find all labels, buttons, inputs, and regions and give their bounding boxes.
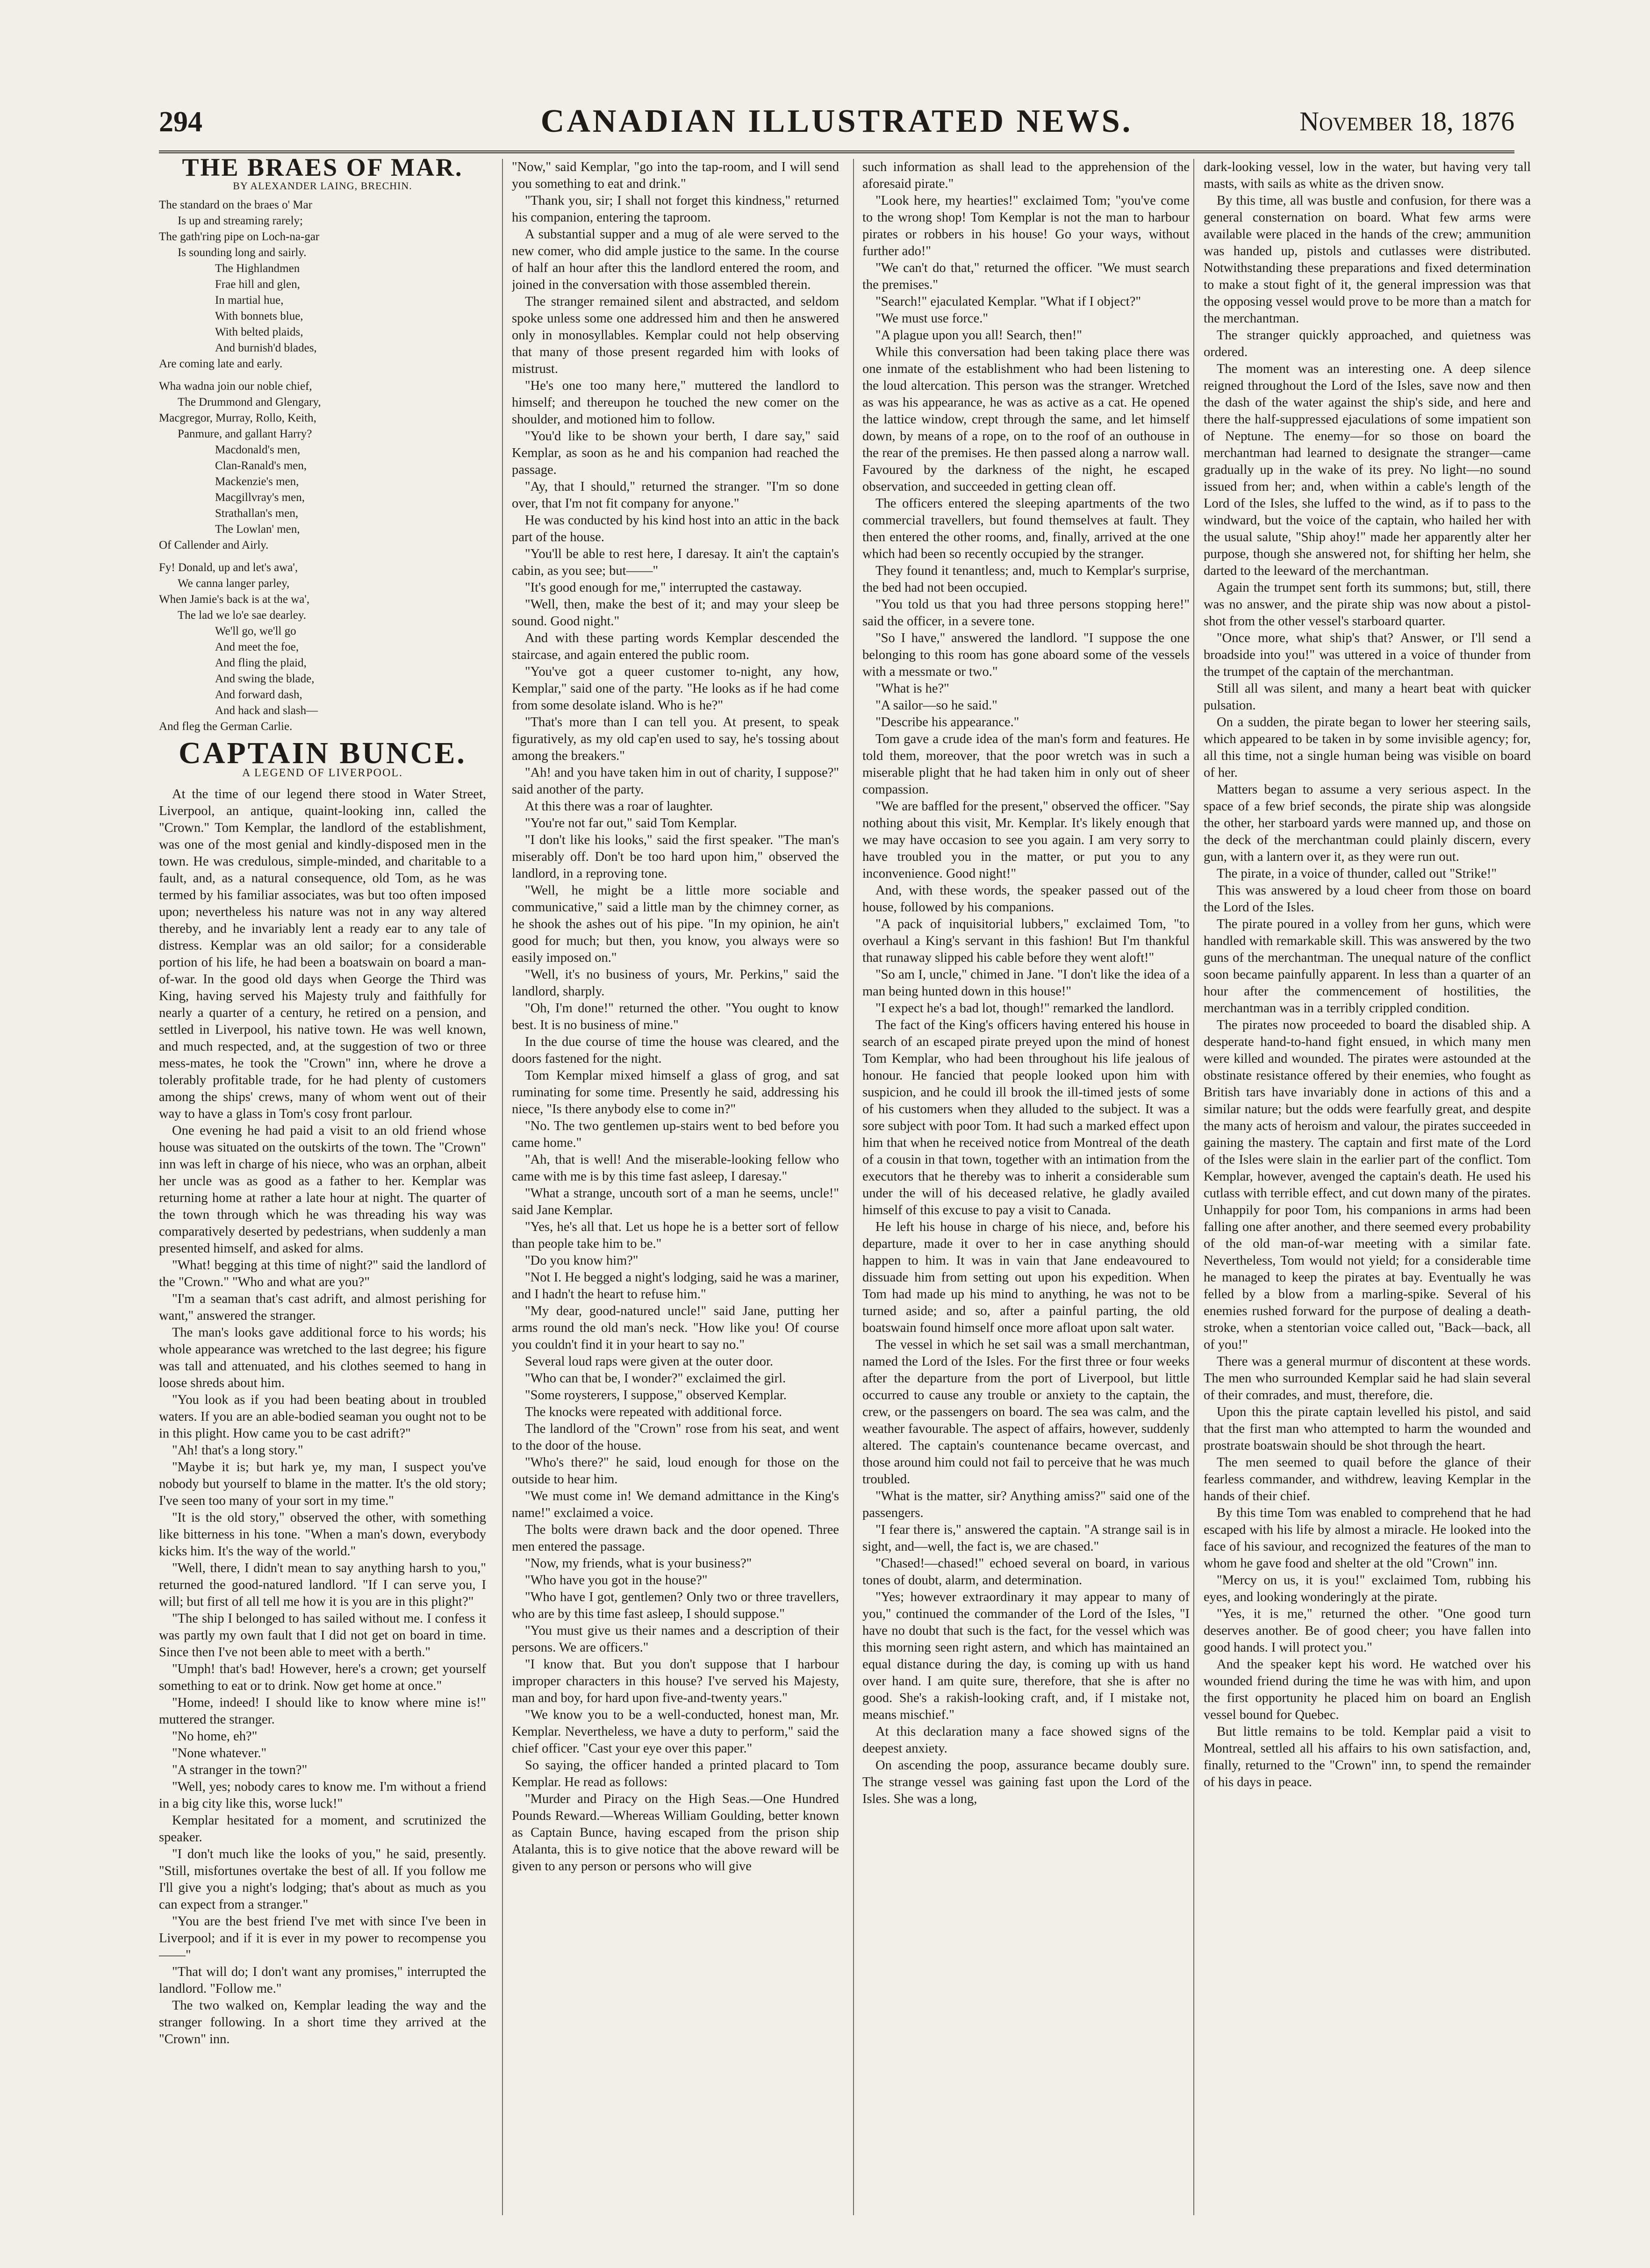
paragraph: "You told us that you had three persons stopping here!" said the officer, in a severe tone. <box>862 597 1190 629</box>
paragraph: "Ah, that is well! And the miserable-looking fellow who came with me is by this time fast asleep, I daresay." <box>512 1152 839 1184</box>
paragraph: The bolts were drawn back and the door opened. Three men entered the passage. <box>512 1523 839 1554</box>
paragraph: One evening he had paid a visit to an old friend whose house was situated on the outskirts of the town. The "Crown" inn was left in charge of his niece, who was an orphan, albeit her uncle was as good as a father to her. Kemplar was returning home at rather a late hour at night. The quarter of the town through which he was threading his way was comparatively deserted by pedestrians, when suddenly a man presented himself, and asked for alms. <box>159 1123 486 1256</box>
paragraph: "Ah! that's a long story." <box>172 1443 303 1458</box>
paragraph: "Who have I got, gentlemen? Only two or three travellers, who are by this time fast asleep, I should suppose." <box>512 1590 839 1621</box>
paragraph: The knocks were repeated with additional force. <box>525 1405 782 1419</box>
paragraph: "A plague upon you all! Search, then!" <box>875 328 1082 343</box>
poem-stanza <box>159 197 486 372</box>
paragraph: "What is the matter, sir? Anything amiss?" said one of the passengers. <box>862 1489 1190 1520</box>
poem-line: Frae hill and glen, <box>215 278 300 291</box>
paragraph: "Umph! that's bad! However, here's a crown; get yourself something to eat or to drink. Now get home at once." <box>159 1662 486 1693</box>
paragraph: "I expect he's a bad lot, though!" remarked the landlord. <box>875 1001 1174 1016</box>
paragraph: "What is he?" <box>875 681 949 696</box>
poem-line: And swing the blade, <box>215 673 315 685</box>
poem-line: And burnish'd blades, <box>215 342 317 354</box>
poem-line: And fleg the German Carlie. <box>159 720 293 733</box>
poem-line: We canna langer parley, <box>178 577 290 590</box>
poem-line: Are coming late and early. <box>159 358 283 370</box>
paragraph: "Maybe it is; but hark ye, my man, I suspect you've nobody but yourself to blame in the matter. It's the old story; I've seen too many of your sort in my time." <box>159 1460 486 1508</box>
masthead: CANADIAN ILLUSTRATED NEWS. <box>540 103 1133 139</box>
paragraph: And the speaker kept his word. He watched over his wounded friend during the time he was with him, and upon the first opportunity he placed him on board an English vessel bound for Quebec. <box>1204 1657 1531 1722</box>
poem-line: In martial hue, <box>215 294 284 307</box>
poem-line: Wha wadna join our noble chief, <box>159 380 312 393</box>
paragraph: "Search!" ejaculated Kemplar. "What if I object?" <box>875 294 1141 309</box>
paragraph: Several loud raps were given at the outer door. <box>525 1354 774 1369</box>
paragraph: "You must give us their names and a description of their persons. We are officers." <box>512 1624 839 1655</box>
column-1 <box>159 159 486 2215</box>
paragraph: "Ah! and you have taken him in out of charity, I suppose?" said another of the party. <box>512 766 839 797</box>
issue-date: November 18, 1876 <box>1299 106 1514 136</box>
poem-line: And hack and slash— <box>215 704 318 717</box>
paragraph: The vessel in which he set sail was a small merchantman, named the Lord of the Isles. For the first three or four weeks after the departure from the port of Liverpool, but little occurred to cause any trouble or anxiety to the captain, the crew, or the passengers on board. The sea was calm, and the weather favourable. The aspect of affairs, however, suddenly altered. The captain's countenance became overcast, and those around him could not fail to perceive that he was much troubled. <box>862 1338 1190 1487</box>
poem-line: The Drummond and Glengary, <box>178 396 321 408</box>
paragraph: dark-looking vessel, low in the water, but having very tall masts, with sails as white as the driven snow. <box>1204 160 1531 191</box>
paragraph: "A stranger in the town?" <box>172 1763 308 1777</box>
paragraph: "Once more, what ship's that? Answer, or I'll send a broadside into you!" was uttered in a voice of thunder from the trumpet of the captain of the merchantman. <box>1204 631 1531 679</box>
poem-line: The lad we lo'e sae dearley. <box>178 609 306 622</box>
paragraph: They found it tenantless; and, much to Kemplar's surprise, the bed had not been occupied. <box>862 564 1190 595</box>
paragraph: "A pack of inquisitorial lubbers," exclaimed Tom, "to overhaul a King's servant in this fashion! But I'm thankful that runaway slipped his cable before they went aloft!" <box>862 917 1190 965</box>
paragraph: such information as shall lead to the apprehension of the aforesaid pirate." <box>862 160 1190 191</box>
paragraph: And with these parting words Kemplar descended the staircase, and again entered the public room. <box>512 631 839 662</box>
poem-line: The gath'ring pipe on Loch-na-gar <box>159 230 320 243</box>
paragraph: The men seemed to quail before the glance of their fearless commander, and withdrew, leaving Kemplar in the hands of their chief. <box>1204 1455 1531 1503</box>
paragraph: The moment was an interesting one. A deep silence reigned throughout the Lord of the Isles, save now and then the dash of the water against the ship's side, and here and there the half-suppressed ejaculations of some impatient son of Neptune. The enemy—for so those on board the merchantman had learned to designate the stranger—came gradually up in the wake of its prey. No light—no sound issued from her; and, when within a cable's length of the Lord of the Isles, she luffed to the wind, as if to pass to the windward, but the voice of the captain, who hailed her with the usual salute, "Ship ahoy!" made her apparently alter her purpose, though she answered not, for shifting her helm, she darted to the leeward of the merchantman. <box>1204 362 1531 578</box>
poem-line: Is up and streaming rarely; <box>178 215 303 227</box>
paragraph: "Well, it's no business of yours, Mr. Perkins," said the landlord, sharply. <box>512 967 839 999</box>
paragraph: "Now," said Kemplar, "go into the tap-room, and I will send you something to eat and drink." <box>512 160 839 191</box>
poem-line: Fy! Donald, up and let's awa', <box>159 561 298 574</box>
paragraph: By this time, all was bustle and confusion, for there was a general consternation on board. What few arms were available were placed in the hands of the crew; ammunition was handed up, pistols and cutlasses were distributed. Notwithstanding these preparations and fixed determination to make a stout fight of it, the general impression was that the opposing vessel would prove to be more than a match for the merchantman. <box>1204 193 1531 326</box>
poem-title: THE BRAES OF MAR. <box>182 159 463 181</box>
poem-stanza <box>159 379 486 553</box>
paragraph: "Well, yes; nobody cares to know me. I'm without a friend in a big city like this, worse luck!" <box>159 1780 486 1811</box>
paragraph: And, with these words, the speaker passed out of the house, followed by his companions. <box>862 883 1190 915</box>
paragraph: "That will do; I don't want any promises," interrupted the landlord. "Follow me." <box>159 1965 486 1996</box>
paragraph: Tom gave a crude idea of the man's form and features. He told them, moreover, that the poor wretch was in such a miserable plight that he had taken him in only out of sheer compassion. <box>862 732 1190 797</box>
poem-line: Strathallan's men, <box>215 507 299 520</box>
paragraph: The officers entered the sleeping apartments of the two commercial travellers, but found themselves at fault. They then entered the other rooms, and, finally, arrived at the one which had been so recently occupied by the stranger. <box>862 496 1190 561</box>
paragraph: He left his house in charge of his niece, and, before his departure, made it over to her in case anything should happen to him. It was in vain that Jane endeavoured to dissuade him from setting out upon his expedition. When Tom had made up his mind to anything, he was not to be turned aside; and so, after a painful parting, the old boatswain found himself once more afloat upon salt water. <box>862 1220 1190 1335</box>
paragraph: "Mercy on us, it is you!" exclaimed Tom, rubbing his eyes, and looking wonderingly at the pirate. <box>1204 1573 1531 1604</box>
paragraph: "We must come in! We demand admittance in the King's name!" exclaimed a voice. <box>512 1489 839 1520</box>
paragraph: "Oh, I'm done!" returned the other. "You ought to know best. It is no business of mine." <box>512 1001 839 1032</box>
paragraph: "You look as if you had been beating about in troubled waters. If you are an able-bodied seaman you ought not to be in this plight. How came you to be cast adrift?" <box>159 1393 486 1441</box>
story-subtitle: A LEGEND OF LIVERPOOL. <box>242 767 403 779</box>
poem-line: Is sounding long and sairly. <box>178 246 307 259</box>
paragraph: "Who can that be, I wonder?" exclaimed the girl. <box>525 1371 786 1386</box>
paragraph: "None whatever." <box>172 1746 267 1760</box>
paragraph: While this conversation had been taking place there was one inmate of the establishment who had been listening to the loud altercation. This person was the stranger. Wretched as was his appearance, he was as active as a cat. He opened the lattice window, crept through the same, and let himself down, by means of a rope, on to the roof of an outhouse in the rear of the premises. He then passed along a narrow wall. Favoured by the darkness of the night, he escaped observation, and succeeded in getting clean off. <box>862 345 1190 494</box>
paragraph: "Who's there?" he said, loud enough for those on the outside to hear him. <box>512 1455 839 1487</box>
poem-line: Macdonald's men, <box>215 444 301 456</box>
poem-line: The standard on the braes o' Mar <box>159 199 313 211</box>
paragraph: Tom Kemplar mixed himself a glass of grog, and sat ruminating for some time. Presently he said, addressing his niece, "Is there anybody else to come in?" <box>512 1068 839 1116</box>
paragraph: "So I have," answered the landlord. "I suppose the one belonging to this room has gone aboard some of the vessels with a messmate or two." <box>862 631 1190 679</box>
paragraph: "So am I, uncle," chimed in Jane. "I don't like the idea of a man being hunted down in this house!" <box>862 967 1190 999</box>
paragraph: The pirate poured in a volley from her guns, which were handled with remarkable skill. This was answered by the two guns of the merchantman. The unequal nature of the conflict soon became painfully apparent. In less than a quarter of an hour after the commencement of hostilities, the merchantman was in a terribly crippled condition. <box>1204 917 1531 1016</box>
poem-line: Mackenzie's men, <box>215 475 299 488</box>
column-2 <box>512 159 839 2215</box>
column-3-text <box>862 159 1190 1808</box>
poem-line: Panmure, and gallant Harry? <box>178 428 312 440</box>
paragraph: "What! begging at this time of night?" said the landlord of the "Crown." "Who and what are you?" <box>159 1258 486 1289</box>
paragraph: "No. The two gentlemen up-stairs went to bed before you came home." <box>512 1119 839 1150</box>
poem-line: When Jamie's back is at the wa', <box>159 593 310 606</box>
page-header <box>159 99 1514 153</box>
poem-line: And meet the foe, <box>215 641 299 653</box>
paragraph: At this there was a roar of laughter. <box>525 799 713 814</box>
paragraph: Kemplar hesitated for a moment, and scrutinized the speaker. <box>159 1813 486 1845</box>
poem-line: Of Callender and Airly. <box>159 539 269 551</box>
paragraph: "Now, my friends, what is your business?" <box>525 1556 752 1571</box>
story-title: CAPTAIN BUNCE. <box>179 736 466 770</box>
poem-line: Macgregor, Murray, Rollo, Keith, <box>159 412 316 424</box>
paragraph: By this time Tom was enabled to comprehend that he had escaped with his life by almost a miracle. He looked into the face of his saviour, and recognized the features of the man to whom he gave food and shelter at the old "Crown" inn. <box>1204 1506 1531 1571</box>
paragraph: "Well, then, make the best of it; and may your sleep be sound. Good night." <box>512 597 839 629</box>
paragraph: "He's one too many here," muttered the landlord to himself; and thereupon he touched the new comer on the shoulder, and motioned him to follow. <box>512 379 839 427</box>
poem-stanza <box>159 560 486 735</box>
column-rule <box>853 159 854 2215</box>
paragraph: "Who have you got in the house?" <box>525 1573 708 1588</box>
column-3 <box>862 159 1190 2215</box>
paragraph: At this declaration many a face showed signs of the deepest anxiety. <box>862 1724 1190 1756</box>
paragraph: Again the trumpet sent forth its summons; but, still, there was no answer, and the pirate ship was now about a pistol-shot from the other vessel's starboard quarter. <box>1204 580 1531 629</box>
paragraph: "We know you to be a well-conducted, honest man, Mr. Kemplar. Nevertheless, we have a duty to perform," said the chief officer. "Cast your eye over this paper." <box>512 1708 839 1756</box>
paragraph: "A sailor—so he said." <box>875 698 997 713</box>
paragraph: "Ay, that I should," returned the stranger. "I'm so done over, that I'm not fit company for anyone." <box>512 479 839 511</box>
paragraph: "I don't like his looks," said the first speaker. "The man's miserably off. Don't be too hard upon him," observed the landlord, in a reproving tone. <box>512 833 839 881</box>
poem-line: And fling the plaid, <box>215 657 307 669</box>
poem-line: The Highlandmen <box>215 262 300 275</box>
paragraph: So saying, the officer handed a printed placard to Tom Kemplar. He read as follows: <box>512 1758 839 1789</box>
paragraph: "Look here, my hearties!" exclaimed Tom; "you've come to the wrong shop! Tom Kemplar is not the man to harbour pirates or robbers in his house! Go your ways, without further ado!" <box>862 193 1190 258</box>
paragraph: Matters began to assume a very serious aspect. In the space of a few brief seconds, the pirate ship was alongside the other, her starboard yards were manned up, and those on the deck of the merchantman could plainly discern, every gun, with a lantern over it, as they were run out. <box>1204 782 1531 864</box>
poem-line: Clan-Ranald's men, <box>215 459 307 472</box>
paragraph: "Yes; however extraordinary it may appear to many of you," continued the commander of the Lord of the Isles, "I have no doubt that such is the fact, for the vessel which was this morning seen right astern, and which has maintained an equal distance during the day, is coming up with us hand over hand. I am quite sure, therefore, that she is after no good. She's a rakish-looking craft, and, if I mistake not, means mischief." <box>862 1590 1190 1722</box>
paragraph: He was conducted by his kind host into an attic in the back part of the house. <box>512 513 839 544</box>
paragraph: "I'm a seaman that's cast adrift, and almost perishing for want," answered the stranger. <box>159 1292 486 1323</box>
paragraph: In the due course of time the house was cleared, and the doors fastened for the night. <box>512 1035 839 1066</box>
paragraph: The pirate, in a voice of thunder, called out "Strike!" <box>1217 866 1497 881</box>
column-rule <box>502 159 503 2215</box>
paragraph: The stranger quickly approached, and quietness was ordered. <box>1204 328 1531 359</box>
paragraph: "The ship I belonged to has sailed without me. I confess it was partly my own fault that I did not get on board in time. Since then I've not been able to meet with a berth." <box>159 1611 486 1660</box>
paragraph: "You'd like to be shown your berth, I dare say," said Kemplar, as soon as he and his companion had reached the passage. <box>512 429 839 477</box>
paragraph: "We must use force." <box>875 311 988 326</box>
poem-line: We'll go, we'll go <box>215 625 296 637</box>
column-4 <box>1204 159 1531 2215</box>
paragraph: "Thank you, sir; I shall not forget this kindness," returned his companion, entering the taproom. <box>512 193 839 225</box>
paragraph: "You've got a queer customer to-night, any how, Kemplar," said one of the party. "He looks as if he had come from some desolate island. Who is he?" <box>512 665 839 713</box>
paragraph: "We are baffled for the present," observed the officer. "Say nothing about this visit, Mr. Kemplar. It's likely enough that we may have occasion to see you again. I am very sorry to have troubled you in the matter, or put you to any inconvenience. Good night!" <box>862 799 1190 881</box>
paragraph: "Home, indeed! I should like to know where mine is!" muttered the stranger. <box>159 1696 486 1727</box>
paragraph: "My dear, good-natured uncle!" said Jane, putting her arms round the old man's neck. "How like you! Of course you couldn't find it in your heart to say no." <box>512 1304 839 1352</box>
paragraph: "You are the best friend I've met with since I've been in Liverpool; and if it is ever in my power to recompense you——" <box>159 1914 486 1962</box>
column-rule <box>1193 159 1194 2215</box>
paragraph: The stranger remained silent and abstracted, and seldom spoke unless some one addressed him and then he answered only in monosyllables. Kemplar could not help observing that many of those present regarded him with looks of mistrust. <box>512 294 839 376</box>
paragraph: "I know that. But you don't suppose that I harbour improper characters in this house? I've served his Majesty, man and boy, for hard upon five-and-twenty years." <box>512 1657 839 1705</box>
paragraph: "That's more than I can tell you. At present, to speak figuratively, as my old cap'en used to say, he's tossing about among the breakers." <box>512 715 839 763</box>
paragraph: A substantial supper and a mug of ale were served to the new comer, who did ample justice to the same. In the course of half an hour after this the landlord entered the room, and joined in the conversation with those assembled therein. <box>512 227 839 292</box>
paragraph: "Well, he might be a little more sociable and communicative," said a little man by the chimney corner, as he shook the ashes out of his pipe. "In my opinion, he ain't good for much; but then, you know, you always were so easily imposed on." <box>512 883 839 965</box>
paragraph: At the time of our legend there stood in Water Street, Liverpool, an antique, quaint-looking inn, called the "Crown." Tom Kemplar, the landlord of the establishment, was one of the most genial and kindly-disposed men in the town. He was credulous, simple-minded, and charitable to a fault, and, as a natural consequence, old Tom, as he was termed by his familiar associates, was but too often imposed upon; nevertheless his nature was not in any way altered thereby, and he invariably lent a ready ear to any tale of distress. Kemplar was an old sailor; for a considerable portion of his life, he had been a boatswain on board a man-of-war. In the good old days when George the Third was King, having served his Majesty truly and faithfully for nearly a quarter of a century, he retired on a pension, and settled in Liverpool, his native town. He was well known, and much respected, and, at the suggestion of two or three mess-mates, he took the "Crown" inn, where he drove a tolerably profitable trade, for he had plenty of customers among the ships' crews, many of whom went out of their way to have a glass in Tom's cosy front parlour. <box>159 787 486 1121</box>
paragraph: "Do you know him?" <box>525 1253 638 1268</box>
paragraph: "Some roysterers, I suppose," observed Kemplar. <box>525 1388 787 1402</box>
paragraph: "I fear there is," answered the captain. "A strange sail is in sight, and—well, the fact is, we are chased." <box>862 1523 1190 1554</box>
paragraph: "No home, eh?" <box>172 1729 258 1744</box>
column-1-text <box>159 786 486 2048</box>
paragraph: "You're not far out," said Tom Kemplar. <box>525 816 737 830</box>
paragraph: "What a strange, uncouth sort of a man he seems, uncle!" said Jane Kemplar. <box>512 1186 839 1217</box>
paragraph: On ascending the poop, assurance became doubly sure. The strange vessel was gaining fast upon the Lord of the Isles. She was a long, <box>862 1758 1190 1806</box>
paragraph: "We can't do that," returned the officer. "We must search the premises." <box>862 261 1190 292</box>
column-2-text <box>512 159 839 1875</box>
poem-byline: BY ALEXANDER LAING, BRECHIN. <box>233 180 412 192</box>
page-number: 294 <box>159 106 202 138</box>
paragraph: "Not I. He begged a night's lodging, said he was a mariner, and I hadn't the heart to refuse him." <box>512 1270 839 1302</box>
paragraph: "It is the old story," observed the other, with something like bitterness in his tone. "When a man's down, everybody kicks him. It's the way of the world." <box>159 1510 486 1559</box>
paragraph: "Chased!—chased!" echoed several on board, in various tones of doubt, alarm, and determination. <box>862 1556 1190 1588</box>
paragraph: The landlord of the "Crown" rose from his seat, and went to the door of the house. <box>512 1422 839 1453</box>
paragraph: This was answered by a loud cheer from those on board the Lord of the Isles. <box>1204 883 1531 915</box>
paragraph: On a sudden, the pirate began to lower her steering sails, which appeared to be taken in by some invisible agency; for, all this time, not a single human being was visible on board of her. <box>1204 715 1531 780</box>
paragraph: Still all was silent, and many a heart beat with quicker pulsation. <box>1204 681 1531 713</box>
poem-body <box>159 197 486 735</box>
column-4-text <box>1204 159 1531 1791</box>
paragraph: "It's good enough for me," interrupted the castaway. <box>525 580 802 595</box>
paragraph: The fact of the King's officers having entered his house in search of an escaped pirate preyed upon the mind of honest Tom Kemplar, who had been throughout his life jealous of honour. He fancied that people looked upon him with suspicion, and he could ill brook the ill-timed jests of some of his customers when they alluded to the subject. It was a sore subject with poor Tom. It had such a marked effect upon him that when he received notice from Montreal of the death of a cousin in that town, together with an intimation from the executors that he thereby was to inherit a considerable sum under the will of his deceased relative, he gladly availed himself of this excuse to pay a visit to Canada. <box>862 1018 1190 1217</box>
paragraph: "Murder and Piracy on the High Seas.—One Hundred Pounds Reward.—Whereas William Goulding, better known as Captain Bunce, having escaped from the prison ship Atalanta, this is to give notice that the above reward will be given to any person or persons who will give <box>512 1792 839 1874</box>
paragraph: "Yes, it is me," returned the other. "One good turn deserves another. Be of good cheer; you have fallen into good hands. I will protect you." <box>1204 1607 1531 1655</box>
poem-line: The Lowlan' men, <box>215 523 300 536</box>
poem-line: And forward dash, <box>215 688 302 701</box>
paragraph: The two walked on, Kemplar leading the way and the stranger following. In a short time they arrived at the "Crown" inn. <box>159 1998 486 2046</box>
paragraph: The man's looks gave additional force to his words; his whole appearance was wretched to the last degree; his figure was tall and attenuated, and his clothes seemed to hang in loose shreds about him. <box>159 1325 486 1390</box>
paragraph: But little remains to be told. Kemplar paid a visit to Montreal, settled all his affairs to his own satisfaction, and, finally, returned to the "Crown" inn, to spend the remainder of his days in peace. <box>1204 1724 1531 1789</box>
paragraph: "Well, there, I didn't mean to say anything harsh to you," returned the good-natured landlord. "If I can serve you, I will; but first of all tell me how it is you are in this plight?" <box>159 1561 486 1609</box>
paragraph: "Yes, he's all that. Let us hope he is a better sort of fellow than people take him to be." <box>512 1220 839 1251</box>
paragraph: "I don't much like the looks of you," he said, presently. "Still, misfortunes overtake the best of all. If you follow me I'll give you a night's lodging; that's about as much as you can expect from a stranger." <box>159 1847 486 1912</box>
poem-line: With bonnets blue, <box>215 310 303 322</box>
paragraph: Upon this the pirate captain levelled his pistol, and said that the first man who attempted to harm the wounded and prostrate boatswain should be shot through the heart. <box>1204 1405 1531 1453</box>
paragraph: There was a general murmur of discontent at these words. The men who surrounded Kemplar said he had slain several of their comrades, and must, therefore, die. <box>1204 1354 1531 1402</box>
poem-line: With belted plaids, <box>215 326 303 338</box>
poem-line: Macgillvray's men, <box>215 491 305 504</box>
paragraph: The pirates now proceeded to board the disabled ship. A desperate hand-to-hand fight ensued, in which many men were killed and wounded. The pirates were astounded at the obstinate resistance offered by their enemies, who fought as British tars have invariably done in actions of this and a similar nature; but the odds were fearfully great, and despite the many acts of heroism and valour, the pirates succeeded in gaining the mastery. The captain and first mate of the Lord of the Isles were slain in the earlier part of the conflict. Tom Kemplar, however, avenged the captain's death. He used his cutlass with terrible effect, and cut down many of the pirates. Unhappily for poor Tom, his companions in arms had been falling one after another, and there seemed every probability of the old man-of-war meeting with a similar fate. Nevertheless, Tom would not yield; for a considerable time he managed to keep the pirates at bay. Eventually he was felled by a blow from a marling-spike. Several of his enemies rushed forward for the purpose of dealing a death-stroke, when a stentorian voice called out, "Back—back, all of you!" <box>1204 1018 1531 1352</box>
paragraph: "Describe his appearance." <box>875 715 1019 730</box>
paragraph: "You'll be able to rest here, I daresay. It ain't the captain's cabin, as you see; but——" <box>512 547 839 578</box>
